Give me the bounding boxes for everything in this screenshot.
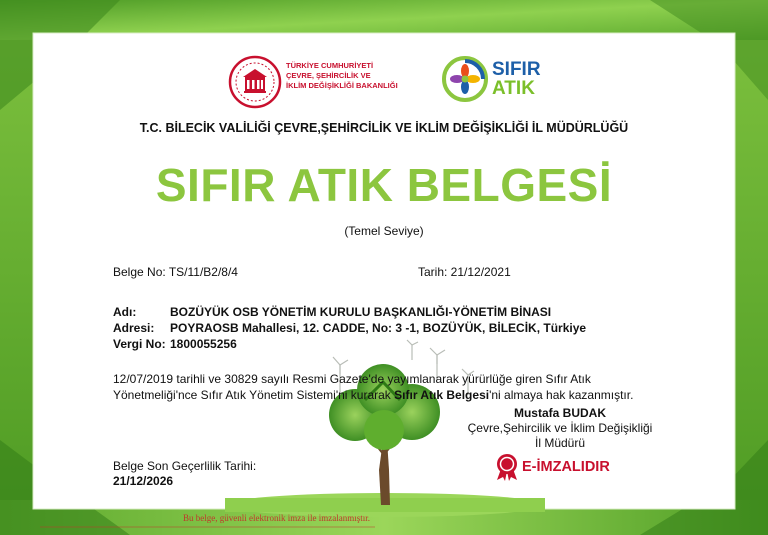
flower-logo-icon xyxy=(442,56,488,102)
ministry-name-line1: TÜRKİYE CUMHURİYETİ xyxy=(286,61,374,70)
holder-tax-label: Vergi No: xyxy=(113,337,166,351)
validity-label: Belge Son Geçerlilik Tarihi: xyxy=(113,459,257,473)
e-signature-label: E-İMZALIDIR xyxy=(522,459,610,475)
holder-name-value: BOZÜYÜK OSB YÖNETİM KURULU BAŞKANLIĞI-YÖNETİM BİNASI xyxy=(170,305,552,319)
statement-line1: 12/07/2019 tarihli ve 30829 sayılı Resmi Gazete'de yayımlanarak yürürlüğe giren Sıfır Atık xyxy=(113,372,591,386)
certificate-number: Belge No: TS/11/B2/8/4 xyxy=(113,265,238,279)
statement-line2 xyxy=(113,388,633,402)
signatory-name: Mustafa BUDAK xyxy=(513,406,606,420)
validity-value: 21/12/2026 xyxy=(113,474,174,488)
statement-line2-start: Yönetmeliği'nce Sıfır Atık Yönetim Sistemi'ni kurarak xyxy=(113,388,395,402)
statement-line2-bold: Sıfır Atık Belgesi xyxy=(394,388,490,402)
certificate-level: (Temel Seviye) xyxy=(344,224,424,238)
ministry-logo xyxy=(228,55,428,111)
directorate-heading: T.C. BİLECİK VALİLİĞİ ÇEVRE,ŞEHİRCİLİK VE İKLİM DEĞİŞİKLİĞİ İL MÜDÜRLÜĞÜ xyxy=(139,121,629,135)
holder-name-label: Adı: xyxy=(113,305,137,319)
holder-address-value: POYRAOSB Mahallesi, 12. CADDE, No: 3 -1, BOZÜYÜK, BİLECİK, Türkiye xyxy=(170,321,587,335)
certificate-title: SIFIR ATIK BELGESİ xyxy=(155,159,613,211)
certificate-date: Tarih: 21/12/2021 xyxy=(418,265,511,279)
ministry-name-line3: İKLİM DEĞİŞİKLİĞİ BAKANLIĞI xyxy=(286,81,398,90)
holder-tax-value: 1800055256 xyxy=(170,337,237,351)
statement-line2-end: 'ni almaya hak kazanmıştır. xyxy=(489,388,634,402)
sifir-atik-logo xyxy=(442,56,552,106)
ministry-name-line2: ÇEVRE, ŞEHİRCİLİK VE xyxy=(286,71,371,80)
footer-note: Bu belge, güvenli elektronik imza ile imzalanmıştır. xyxy=(183,513,370,523)
e-signature-badge xyxy=(495,453,635,483)
ministry-emblem-icon xyxy=(228,55,282,109)
seal-ribbon-icon xyxy=(495,453,519,481)
signatory-title-line2: İl Müdürü xyxy=(534,436,586,450)
holder-address-label: Adresi: xyxy=(113,321,155,335)
sifir-logo-line2: ATIK xyxy=(492,78,535,99)
sifir-logo-line1: SIFIR xyxy=(492,59,541,80)
signatory-title-line1: Çevre,Şehircilik ve İklim Değişikliği xyxy=(467,421,653,435)
